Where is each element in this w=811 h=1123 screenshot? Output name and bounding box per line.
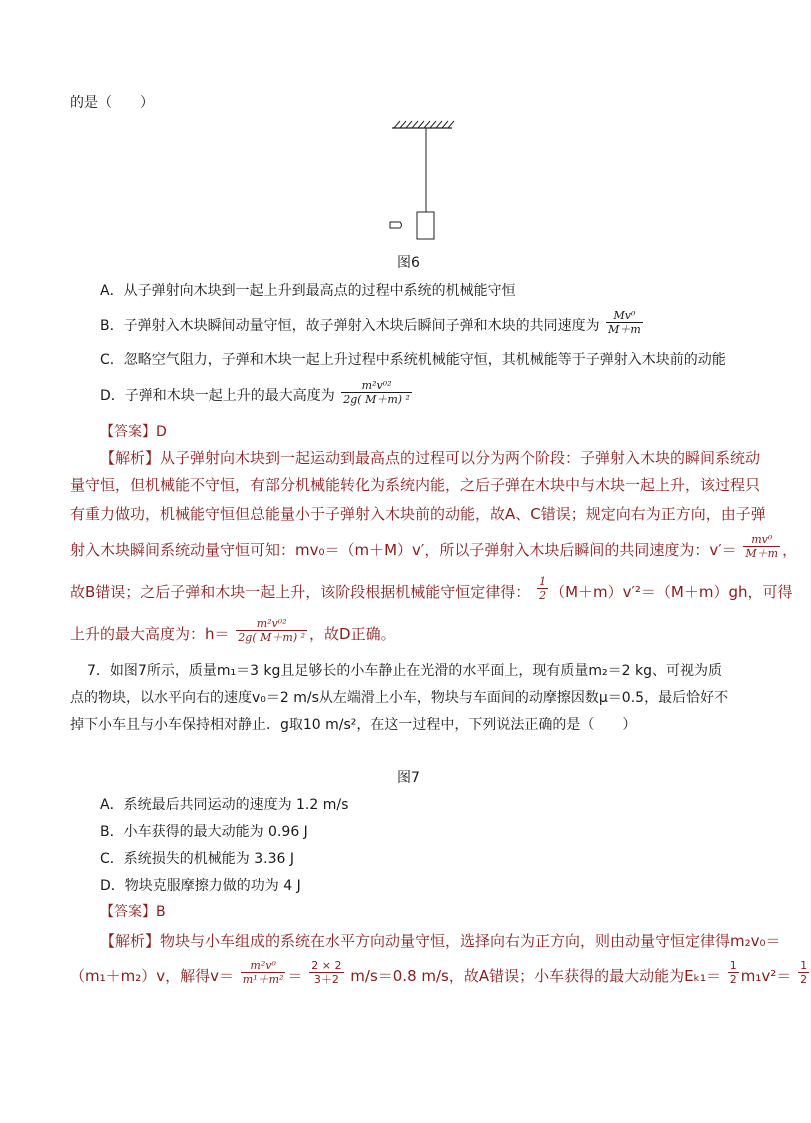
q6-option-b-text: B．子弹射入木块瞬间动量守恒，故子弹射入木块后瞬间子弹和木块的共同速度为: [100, 318, 600, 334]
fraction-denominator: 2g( M＋m) ²: [238, 631, 306, 644]
analysis-text: （m₁＋m₂）v，解得v＝: [70, 967, 235, 985]
figure-7-caption: 图7: [397, 770, 420, 786]
analysis-label: 【解析】: [100, 932, 161, 950]
wooden-block: [417, 212, 434, 239]
analysis-text: （M＋m）v′²＝（M＋m）gh，可得: [550, 583, 793, 601]
q7-answer: 【答案】B: [100, 904, 166, 920]
bullet: [390, 222, 402, 228]
q7-option-b: B．小车获得的最大动能为 0.96 J: [100, 824, 308, 840]
analysis-text: 射入木块瞬间系统动量守恒可知：mv₀＝（m＋M）v′，所以子弹射入木块后瞬间的共同速度为：v′＝: [70, 541, 737, 559]
q6-analysis-line-5: [70, 575, 793, 602]
q6-analysis-fraction-velocity: [743, 533, 780, 560]
q7-analysis-fraction-half-1: [728, 959, 739, 986]
analysis-text: ＝: [287, 967, 303, 985]
fraction-denominator: 2: [729, 973, 737, 986]
analysis-text: 从子弹射向木块到一起运动到最高点的过程可以分为两个阶段：子弹射入木块的瞬间系统动: [160, 449, 761, 467]
fraction-numerator: Mv⁰: [613, 308, 636, 322]
fraction-denominator: m¹＋m²: [242, 973, 284, 986]
continued-question-ending: 的是（ ）: [70, 95, 154, 111]
figure-6-diagram: [380, 118, 470, 246]
fraction-numerator: m²v⁰: [250, 959, 276, 972]
q6-option-d-text: D．子弹和木块一起上升的最大高度为: [100, 388, 335, 404]
q6-analysis-fraction-half: [537, 575, 548, 602]
q7-analysis-line-1: [100, 931, 781, 951]
q6-option-b-fraction: [606, 309, 643, 336]
q7-option-d: D．物块克服摩擦力做的功为 4 J: [100, 878, 301, 894]
q7-option-c: C．系统损失的机械能为 3.36 J: [100, 851, 294, 867]
analysis-label: 【解析】: [100, 449, 161, 467]
q7-stem-line-2: 点的物块，以水平向右的速度v₀＝2 m/s从左端滑上小车，物块与车面间的动摩擦因数μ＝0.5，最后恰好不: [70, 690, 729, 706]
q6-answer: 【答案】D: [100, 424, 167, 440]
q6-analysis-fraction-height: [236, 617, 307, 644]
q7-option-a: A．系统最后共同运动的速度为 1.2 m/s: [100, 797, 349, 813]
q6-analysis-line-3: 有重力做功，机械能守恒但总能量小于子弹射入木块前的动能，故A、C错误；规定向右为正方向，由子弹: [70, 505, 766, 523]
analysis-text: 上升的最大高度为：h＝: [70, 625, 230, 643]
analysis-text: ，故D正确。: [309, 625, 396, 643]
figure-6-caption: 图6: [397, 255, 420, 271]
analysis-text: ，: [782, 541, 798, 559]
fraction-numerator: mv⁰: [751, 533, 773, 546]
fraction-denominator: 3＋2: [309, 972, 343, 986]
fraction-numerator: m²v⁰²: [361, 378, 392, 392]
fraction-denominator: 2: [800, 973, 808, 986]
q6-option-c: C．忽略空气阻力，子弹和木块一起上升过程中系统机械能守恒，其机械能等于子弹射入木块前的动能: [100, 352, 726, 368]
q6-analysis-line-1: [100, 448, 760, 468]
analysis-text: 物块与小车组成的系统在水平方向动量守恒，选择向右为正方向，则由动量守恒定律得m₂v₀＝: [160, 932, 781, 950]
q6-analysis-line-2: 量守恒，但机械能不守恒，有部分机械能转化为系统内能，之后子弹在木块中与木块一起上升，该过程只: [70, 476, 761, 494]
q7-stem-line-3: 掉下小车且与小车保持相对静止．g取10 m/s²，在这一过程中，下列说法正确的是（ ）: [70, 717, 637, 733]
q7-analysis-fraction-numeric: [309, 959, 343, 986]
analysis-text: m₁v²＝: [740, 967, 792, 985]
fraction-numerator: 1: [729, 959, 737, 972]
q6-analysis-line-6: [70, 617, 396, 644]
q6-option-a: A．从子弹射向木块到一起上升到最高点的过程中系统的机械能守恒: [100, 283, 516, 299]
q7-analysis-fraction-velocity: [241, 959, 286, 986]
analysis-text: 故B错误；之后子弹和木块一起上升，该阶段根据机械能守恒定律得：: [70, 583, 531, 601]
q6-option-b: [100, 308, 645, 336]
fraction-numerator: 1: [800, 959, 808, 972]
q6-option-d: [100, 378, 414, 406]
q6-option-d-fraction: [341, 379, 412, 406]
fraction-denominator: M＋m: [745, 547, 779, 560]
q6-analysis-line-4: [70, 533, 798, 560]
fraction-denominator: 2g( M＋m) ²: [343, 392, 410, 406]
fraction-denominator: 2: [539, 589, 547, 602]
fraction-numerator: m²v⁰²: [256, 617, 287, 630]
analysis-text: m/s＝0.8 m/s，故A错误；小车获得的最大动能为Eₖ₁＝: [350, 967, 722, 985]
fraction-numerator: 1: [539, 575, 547, 588]
q7-stem-line-1: 7．如图7所示，质量m₁＝3 kg且足够长的小车静止在光滑的水平面上，现有质量m₂＝2 kg、可视为质: [87, 663, 723, 679]
q7-analysis-fraction-half-2: [798, 959, 809, 986]
fraction-denominator: M＋m: [608, 322, 641, 336]
fraction-numerator: 2 × 2: [311, 959, 342, 972]
ceiling-hatching: [394, 121, 454, 128]
